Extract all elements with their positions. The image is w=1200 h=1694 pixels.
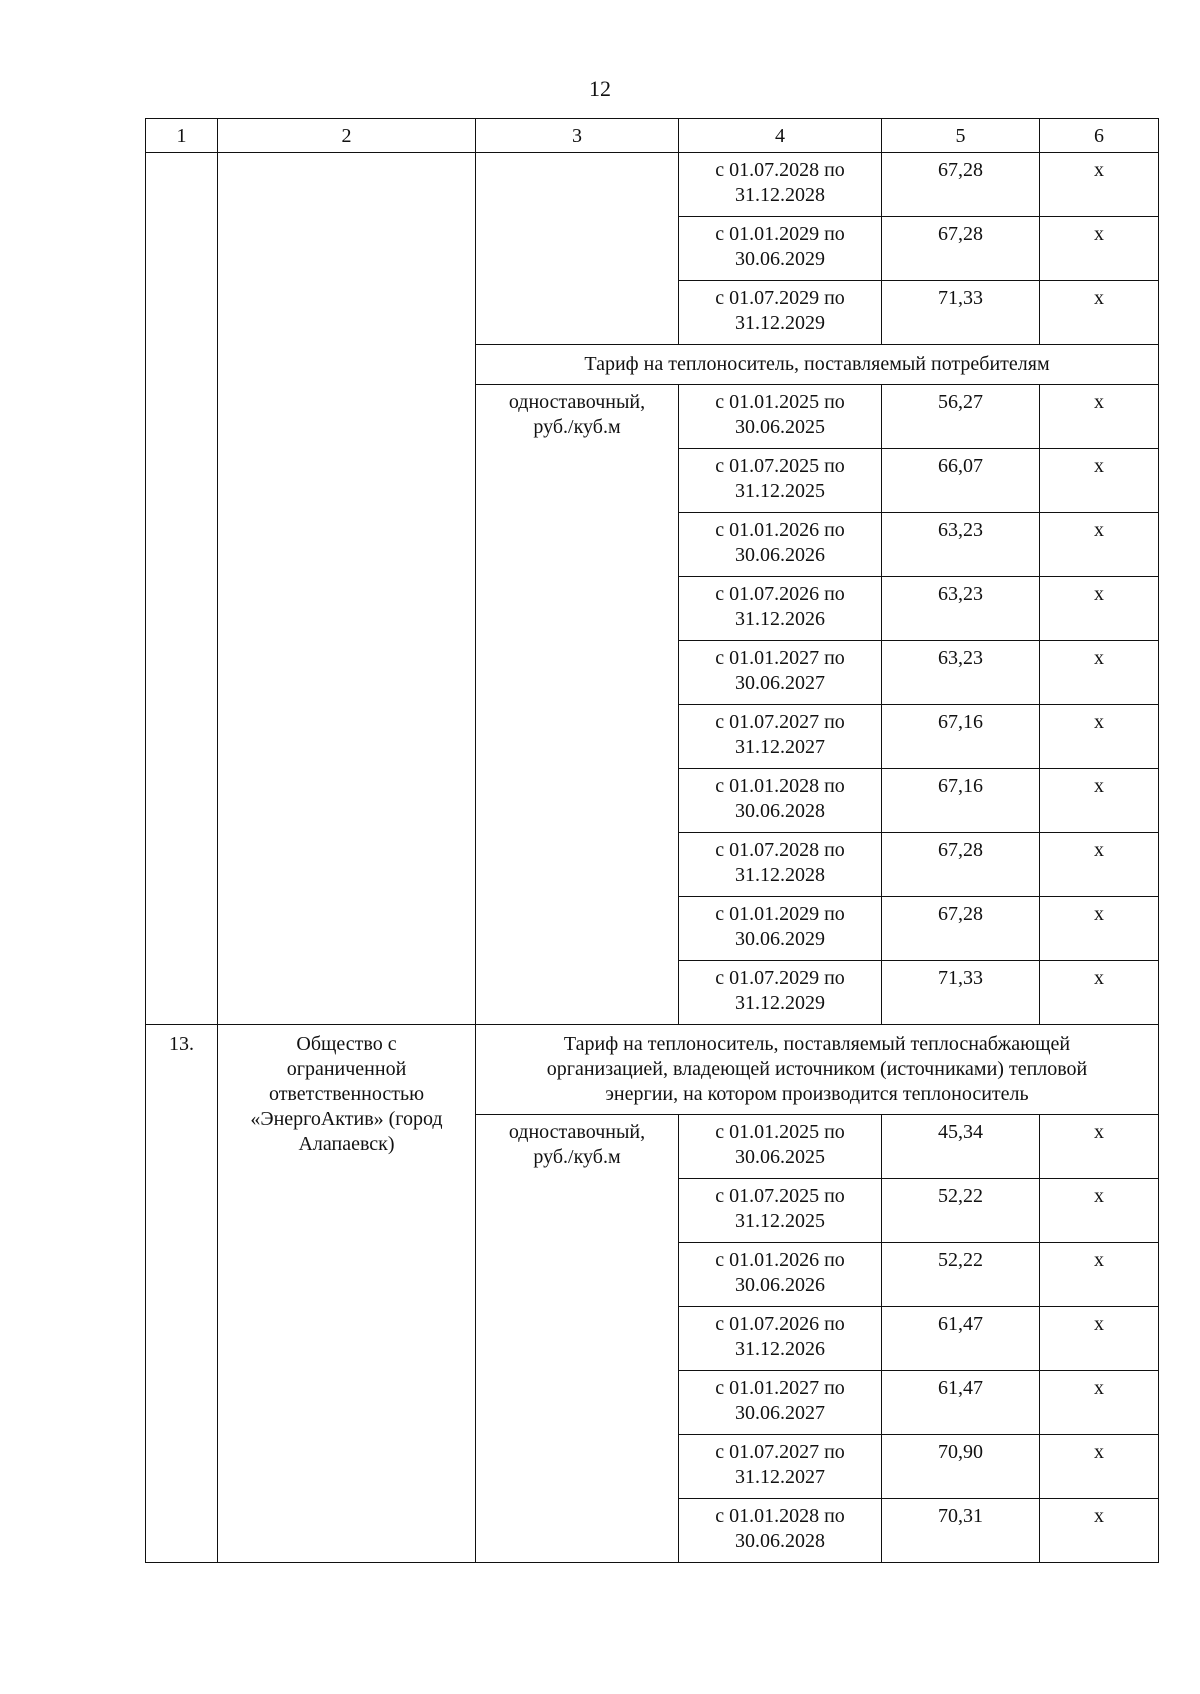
period-cell	[679, 577, 882, 641]
period-cell	[679, 1243, 882, 1307]
no-value-mark: х	[1040, 1499, 1159, 1563]
organization-name-line: ограниченной	[286, 1058, 407, 1080]
organization-name-line: Общество с	[296, 1033, 397, 1055]
period-line: с 01.07.2029 по	[715, 287, 845, 309]
column-header: 2	[218, 119, 476, 153]
rate-type-cell	[476, 1115, 679, 1563]
tariff-value: 52,22	[882, 1179, 1040, 1243]
tariff-value: 70,31	[882, 1499, 1040, 1563]
period-cell	[679, 153, 882, 217]
period-cell	[679, 897, 882, 961]
period-line: 30.06.2027	[735, 672, 825, 694]
period-cell	[679, 641, 882, 705]
period-line: с 01.01.2026 по	[715, 1249, 845, 1271]
period-line: 31.12.2027	[735, 1466, 825, 1488]
period-cell	[679, 1499, 882, 1563]
tariff-value: 67,28	[882, 153, 1040, 217]
tariff-value: 67,28	[882, 217, 1040, 281]
period-line: с 01.01.2027 по	[715, 1377, 845, 1399]
tariff-value: 63,23	[882, 577, 1040, 641]
rate-type-line: руб./куб.м	[533, 416, 621, 438]
organization-name-line: «ЭнергоАктив» (город	[250, 1108, 443, 1130]
tariff-value: 45,34	[882, 1115, 1040, 1179]
period-line: 30.06.2026	[735, 1274, 825, 1296]
no-value-mark: х	[1040, 153, 1159, 217]
period-cell	[679, 281, 882, 345]
period-line: 30.06.2026	[735, 544, 825, 566]
entry-number-cell	[146, 153, 218, 1025]
section-row	[146, 1025, 1159, 1115]
period-line: 30.06.2029	[735, 928, 825, 950]
rate-type-line: одноставочный,	[508, 1121, 646, 1143]
period-line: 31.12.2026	[735, 1338, 825, 1360]
column-header-row	[146, 119, 1159, 153]
period-line: с 01.07.2025 по	[715, 455, 845, 477]
section-title: Тариф на теплоноситель, поставляемый потребителям	[476, 345, 1159, 385]
period-line: с 01.07.2027 по	[715, 711, 845, 733]
no-value-mark: х	[1040, 1371, 1159, 1435]
section-title-line: энергии, на котором производится теплоноситель	[605, 1083, 1029, 1105]
page-number: 12	[589, 76, 611, 101]
period-cell	[679, 449, 882, 513]
period-line: с 01.01.2027 по	[715, 647, 845, 669]
period-line: 30.06.2027	[735, 1402, 825, 1424]
no-value-mark: х	[1040, 1115, 1159, 1179]
period-line: 31.12.2025	[735, 1210, 825, 1232]
no-value-mark: х	[1040, 1243, 1159, 1307]
no-value-mark: х	[1040, 705, 1159, 769]
table-row	[146, 153, 1159, 217]
no-value-mark: х	[1040, 513, 1159, 577]
no-value-mark: х	[1040, 897, 1159, 961]
no-value-mark: х	[1040, 1307, 1159, 1371]
no-value-mark: х	[1040, 769, 1159, 833]
tariff-value: 63,23	[882, 513, 1040, 577]
period-cell	[679, 1179, 882, 1243]
no-value-mark: х	[1040, 281, 1159, 345]
rate-type-cell	[476, 153, 679, 345]
period-cell	[679, 217, 882, 281]
period-line: с 01.01.2025 по	[715, 1121, 845, 1143]
period-cell	[679, 1371, 882, 1435]
period-line: 30.06.2025	[735, 416, 825, 438]
period-line: 31.12.2028	[735, 864, 825, 886]
period-line: 31.12.2026	[735, 608, 825, 630]
period-line: с 01.01.2029 по	[715, 223, 845, 245]
period-cell	[679, 1115, 882, 1179]
organization-name-line: Алапаевск)	[298, 1133, 395, 1155]
tariff-value: 56,27	[882, 385, 1040, 449]
tariff-value: 67,16	[882, 769, 1040, 833]
tariff-table	[145, 118, 1159, 1563]
period-line: 31.12.2028	[735, 184, 825, 206]
period-line: 30.06.2029	[735, 248, 825, 270]
tariff-value: 67,28	[882, 833, 1040, 897]
period-line: с 01.07.2028 по	[715, 159, 845, 181]
period-cell	[679, 961, 882, 1025]
period-line: с 01.07.2027 по	[715, 1441, 845, 1463]
no-value-mark: х	[1040, 385, 1159, 449]
tariff-value: 66,07	[882, 449, 1040, 513]
period-cell	[679, 513, 882, 577]
column-header: 5	[882, 119, 1040, 153]
no-value-mark: х	[1040, 577, 1159, 641]
period-line: с 01.07.2025 по	[715, 1185, 845, 1207]
no-value-mark: х	[1040, 833, 1159, 897]
organization-name-line: ответственностью	[268, 1083, 425, 1105]
rate-type-line: руб./куб.м	[533, 1146, 621, 1168]
tariff-value: 67,28	[882, 897, 1040, 961]
period-line: 30.06.2028	[735, 800, 825, 822]
period-line: с 01.07.2026 по	[715, 583, 845, 605]
period-line: с 01.01.2028 по	[715, 775, 845, 797]
period-line: 31.12.2029	[735, 992, 825, 1014]
period-line: с 01.07.2028 по	[715, 839, 845, 861]
no-value-mark: х	[1040, 1435, 1159, 1499]
tariff-value: 71,33	[882, 961, 1040, 1025]
period-line: с 01.01.2025 по	[715, 391, 845, 413]
period-line: с 01.07.2029 по	[715, 967, 845, 989]
section-title-line: организацией, владеющей источником (источниками) тепловой	[546, 1058, 1088, 1080]
period-cell	[679, 833, 882, 897]
period-cell	[679, 1435, 882, 1499]
section-title-line: Тариф на теплоноситель, поставляемый теплоснабжающей	[563, 1033, 1071, 1055]
period-line: 31.12.2027	[735, 736, 825, 758]
period-cell	[679, 705, 882, 769]
column-header: 4	[679, 119, 882, 153]
tariff-value: 61,47	[882, 1371, 1040, 1435]
column-header: 3	[476, 119, 679, 153]
tariff-value: 67,16	[882, 705, 1040, 769]
section-title	[476, 1025, 1159, 1115]
column-header: 1	[146, 119, 218, 153]
rate-type-line: одноставочный,	[508, 391, 646, 413]
period-cell	[679, 769, 882, 833]
tariff-value: 61,47	[882, 1307, 1040, 1371]
period-line: с 01.01.2026 по	[715, 519, 845, 541]
period-cell	[679, 1307, 882, 1371]
period-line: с 01.01.2029 по	[715, 903, 845, 925]
period-line: с 01.01.2028 по	[715, 1505, 845, 1527]
tariff-value: 71,33	[882, 281, 1040, 345]
period-line: 30.06.2028	[735, 1530, 825, 1552]
tariff-value: 63,23	[882, 641, 1040, 705]
column-header: 6	[1040, 119, 1159, 153]
no-value-mark: х	[1040, 1179, 1159, 1243]
organization-cell	[218, 1025, 476, 1563]
no-value-mark: х	[1040, 449, 1159, 513]
period-line: 31.12.2025	[735, 480, 825, 502]
rate-type-cell	[476, 385, 679, 1025]
tariff-value: 70,90	[882, 1435, 1040, 1499]
period-line: с 01.07.2026 по	[715, 1313, 845, 1335]
period-cell	[679, 385, 882, 449]
no-value-mark: х	[1040, 641, 1159, 705]
no-value-mark: х	[1040, 217, 1159, 281]
period-line: 30.06.2025	[735, 1146, 825, 1168]
tariff-value: 52,22	[882, 1243, 1040, 1307]
organization-cell	[218, 153, 476, 1025]
entry-number: 13.	[146, 1025, 218, 1563]
no-value-mark: х	[1040, 961, 1159, 1025]
period-line: 31.12.2029	[735, 312, 825, 334]
